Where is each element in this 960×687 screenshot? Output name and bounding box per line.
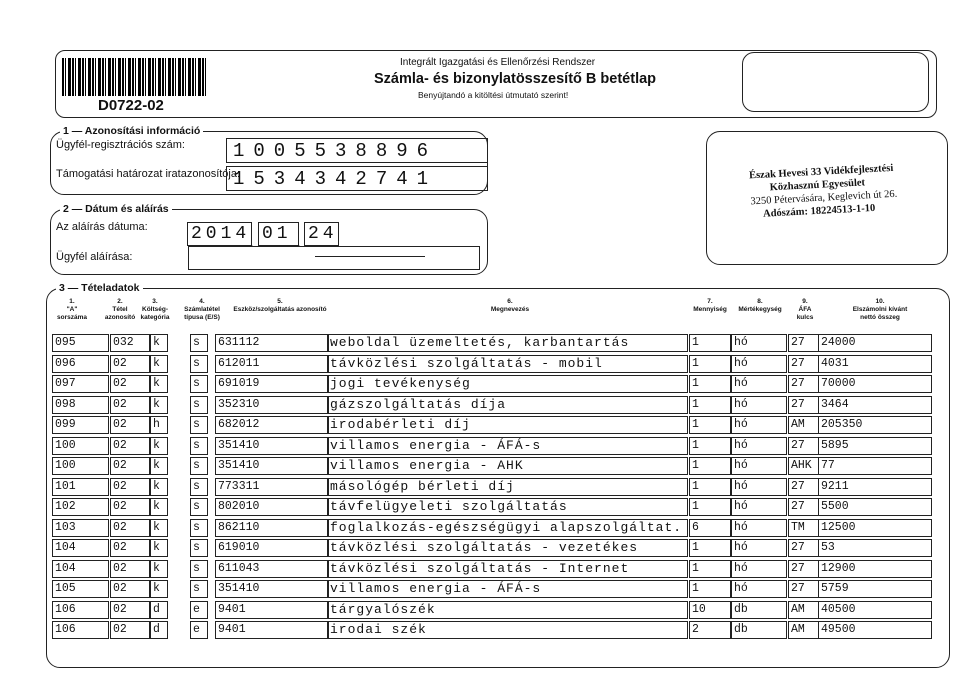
item-type-field[interactable]: s xyxy=(190,355,208,373)
unit-field[interactable]: hó xyxy=(731,355,787,373)
client-id-field[interactable]: 1005538896 xyxy=(226,138,488,163)
description-field[interactable]: irodai szék xyxy=(327,621,688,639)
item-type-field[interactable]: e xyxy=(190,601,208,619)
column-number: 9. xyxy=(802,298,808,305)
row-number-field[interactable]: 105 xyxy=(52,580,109,598)
item-id-field[interactable]: 02 xyxy=(110,519,150,537)
column-header xyxy=(230,298,330,314)
vat-rate-field[interactable]: AHK xyxy=(788,457,819,475)
item-id-field[interactable]: 02 xyxy=(110,416,150,434)
date-separator: . xyxy=(297,234,301,250)
row-number-field[interactable]: 101 xyxy=(52,478,109,496)
vat-rate-field[interactable]: AM xyxy=(788,416,819,434)
registration-box xyxy=(742,52,929,112)
barcode-image xyxy=(62,58,206,96)
vat-rate-field[interactable]: 27 xyxy=(788,375,819,393)
vat-rate-field[interactable]: AM xyxy=(788,601,819,619)
stamp-line: Adószám: 18224513-1-10 xyxy=(762,202,876,220)
item-id-field[interactable]: 02 xyxy=(110,396,150,414)
form-subtitle: Benyújtandó a kitöltési útmutató szerint! xyxy=(418,90,569,100)
unit-field[interactable]: db xyxy=(731,621,787,639)
column-number: 6. xyxy=(507,298,513,305)
table-row xyxy=(0,334,960,353)
unit-field[interactable]: hó xyxy=(731,416,787,434)
cost-category-field[interactable]: k xyxy=(150,457,168,475)
date-month-field[interactable]: 01 xyxy=(258,222,299,246)
vat-rate-field[interactable]: TM xyxy=(788,519,819,537)
net-amount-field[interactable]: 4031 xyxy=(818,355,932,373)
column-number: 8. xyxy=(757,298,763,305)
signature-field[interactable] xyxy=(188,246,480,270)
net-amount-field[interactable]: 9211 xyxy=(818,478,932,496)
row-number-field[interactable]: 099 xyxy=(52,416,109,434)
item-id-field[interactable]: 032 xyxy=(110,334,150,352)
signature-label: Ügyfél aláírása: xyxy=(56,251,133,263)
quantity-field[interactable]: 1 xyxy=(689,437,731,455)
description-field[interactable]: távközlési szolgáltatás - Internet xyxy=(327,560,688,578)
asset-code-field[interactable]: 773311 xyxy=(215,478,329,496)
cost-category-field[interactable]: d xyxy=(150,601,168,619)
quantity-field[interactable]: 1 xyxy=(689,457,731,475)
table-row xyxy=(0,416,960,435)
unit-field[interactable]: hó xyxy=(731,437,787,455)
cost-category-field[interactable]: k xyxy=(150,478,168,496)
row-number-field[interactable]: 096 xyxy=(52,355,109,373)
unit-field[interactable]: hó xyxy=(731,396,787,414)
item-type-field[interactable]: s xyxy=(190,334,208,352)
asset-code-field[interactable]: 611043 xyxy=(215,560,329,578)
column-number: 10. xyxy=(875,298,885,305)
unit-field[interactable]: db xyxy=(731,601,787,619)
description-field[interactable]: villamos energia - AHK xyxy=(327,457,688,475)
description-field[interactable]: gázszolgáltatás díja xyxy=(327,396,688,414)
quantity-field[interactable]: 1 xyxy=(689,539,731,557)
form-title: Számla- és bizonylatösszesítő B betétlap xyxy=(374,71,657,87)
table-row xyxy=(0,601,960,620)
vat-rate-field[interactable]: 27 xyxy=(788,498,819,516)
net-amount-field[interactable]: 49500 xyxy=(818,621,932,639)
stamp-line: 3250 Pétervására, Keglevich út 26. xyxy=(750,188,898,208)
quantity-field[interactable]: 1 xyxy=(689,560,731,578)
cost-category-field[interactable]: d xyxy=(150,621,168,639)
column-header xyxy=(100,298,140,322)
column-label: Megnevezés xyxy=(490,306,530,313)
description-field[interactable]: villamos energia - ÁFÁ-s xyxy=(327,437,688,455)
item-type-field[interactable]: e xyxy=(190,621,208,639)
quantity-field[interactable]: 1 xyxy=(689,375,731,393)
column-number: 3. xyxy=(152,298,158,305)
column-label: Eszköz/szolgáltatás azonosító xyxy=(233,306,327,313)
item-id-field[interactable]: 02 xyxy=(110,539,150,557)
asset-code-field[interactable]: 619010 xyxy=(215,539,329,557)
quantity-field[interactable]: 1 xyxy=(689,478,731,496)
cost-category-field[interactable]: k xyxy=(150,334,168,352)
stamp-line: Észak Hevesi 33 Vidékfejlesztési xyxy=(748,162,894,182)
description-field[interactable]: távközlési szolgáltatás - mobil xyxy=(327,355,688,373)
agency-name: Integrált Igazgatási és Ellenőrzési Rendszer xyxy=(400,57,596,68)
column-header xyxy=(137,298,173,322)
row-number-field[interactable]: 102 xyxy=(52,498,109,516)
table-row xyxy=(0,437,960,456)
cost-category-field[interactable]: k xyxy=(150,498,168,516)
net-amount-field[interactable]: 24000 xyxy=(818,334,932,352)
item-type-field[interactable]: s xyxy=(190,560,208,578)
cost-category-field[interactable]: k xyxy=(150,580,168,598)
item-type-field[interactable]: s xyxy=(190,539,208,557)
section3-title: 3 — Tételadatok xyxy=(56,282,143,294)
unit-field[interactable]: hó xyxy=(731,580,787,598)
vat-rate-field[interactable]: 27 xyxy=(788,580,819,598)
row-number-field[interactable]: 097 xyxy=(52,375,109,393)
vat-rate-field[interactable]: 27 xyxy=(788,396,819,414)
item-id-field[interactable]: 02 xyxy=(110,560,150,578)
table-row xyxy=(0,355,960,374)
item-id-field[interactable]: 02 xyxy=(110,601,150,619)
description-field[interactable]: weboldal üzemeltetés, karbantartás xyxy=(327,334,688,352)
column-label: Mértékegység xyxy=(738,306,782,313)
quantity-field[interactable]: 10 xyxy=(689,601,731,619)
net-amount-field[interactable]: 205350 xyxy=(818,416,932,434)
net-amount-field[interactable]: 12500 xyxy=(818,519,932,537)
cost-category-field[interactable]: k xyxy=(150,539,168,557)
date-day-field[interactable]: 24 xyxy=(304,222,339,246)
column-number: 4. xyxy=(199,298,205,305)
column-header xyxy=(785,298,825,322)
asset-code-field[interactable]: 351410 xyxy=(215,580,329,598)
signature-stroke xyxy=(315,256,425,257)
net-amount-field[interactable]: 5759 xyxy=(818,580,932,598)
net-amount-field[interactable]: 3464 xyxy=(818,396,932,414)
item-type-field[interactable]: s xyxy=(190,437,208,455)
item-id-field[interactable]: 02 xyxy=(110,498,150,516)
net-amount-field[interactable]: 12900 xyxy=(818,560,932,578)
client-id-label: Ügyfél-regisztrációs szám: xyxy=(56,139,185,151)
asset-code-field[interactable]: 691019 xyxy=(215,375,329,393)
description-field[interactable]: másológép bérleti díj xyxy=(327,478,688,496)
column-label: Költség- kategória xyxy=(140,306,170,321)
net-amount-field[interactable]: 5500 xyxy=(818,498,932,516)
description-field[interactable]: távfelügyeleti szolgáltatás xyxy=(327,498,688,516)
quantity-field[interactable]: 1 xyxy=(689,396,731,414)
description-field[interactable]: távközlési szolgáltatás - vezetékes xyxy=(327,539,688,557)
table-row xyxy=(0,457,960,476)
asset-code-field[interactable]: 351410 xyxy=(215,437,329,455)
unit-field[interactable]: hó xyxy=(731,334,787,352)
table-row xyxy=(0,375,960,394)
vat-rate-field[interactable]: 27 xyxy=(788,478,819,496)
net-amount-field[interactable]: 40500 xyxy=(818,601,932,619)
net-amount-field[interactable]: 70000 xyxy=(818,375,932,393)
vat-rate-field[interactable]: AM xyxy=(788,621,819,639)
item-type-field[interactable]: s xyxy=(190,498,208,516)
asset-code-field[interactable]: 9401 xyxy=(215,601,329,619)
asset-code-field[interactable]: 682012 xyxy=(215,416,329,434)
unit-field[interactable]: hó xyxy=(731,560,787,578)
item-type-field[interactable]: s xyxy=(190,375,208,393)
cost-category-field[interactable]: h xyxy=(150,416,168,434)
row-number-field[interactable]: 095 xyxy=(52,334,109,352)
cost-category-field[interactable]: k xyxy=(150,437,168,455)
asset-code-field[interactable]: 631112 xyxy=(215,334,329,352)
table-row xyxy=(0,396,960,415)
item-type-field[interactable]: s xyxy=(190,580,208,598)
quantity-field[interactable]: 1 xyxy=(689,416,731,434)
stamp-line: Közhasznú Egyesület xyxy=(769,177,866,194)
item-id-field[interactable]: 02 xyxy=(110,621,150,639)
table-row xyxy=(0,560,960,579)
net-amount-field[interactable]: 5895 xyxy=(818,437,932,455)
item-id-field[interactable]: 02 xyxy=(110,580,150,598)
decision-id-label: Támogatási határozat iratazonosítója: xyxy=(56,168,241,180)
row-number-field[interactable]: 106 xyxy=(52,621,109,639)
organization-stamp xyxy=(749,161,919,222)
date-separator: . xyxy=(250,234,254,250)
table-row xyxy=(0,580,960,599)
net-amount-field[interactable]: 53 xyxy=(818,539,932,557)
column-number: 1. xyxy=(69,298,75,305)
vat-rate-field[interactable]: 27 xyxy=(788,539,819,557)
quantity-field[interactable]: 1 xyxy=(689,580,731,598)
date-label: Az aláírás dátuma: xyxy=(56,221,148,233)
quantity-field[interactable]: 1 xyxy=(689,498,731,516)
description-field[interactable]: irodabérleti díj xyxy=(327,416,688,434)
column-header xyxy=(688,298,732,314)
asset-code-field[interactable]: 862110 xyxy=(215,519,329,537)
table-row xyxy=(0,498,960,517)
vat-rate-field[interactable]: 27 xyxy=(788,437,819,455)
column-number: 7. xyxy=(707,298,713,305)
column-header xyxy=(845,298,915,322)
vat-rate-field[interactable]: 27 xyxy=(788,560,819,578)
asset-code-field[interactable]: 802010 xyxy=(215,498,329,516)
item-type-field[interactable]: s xyxy=(190,519,208,537)
column-label: Tétel azonosító xyxy=(104,306,136,321)
unit-field[interactable]: hó xyxy=(731,457,787,475)
column-header xyxy=(470,298,550,314)
item-id-field[interactable]: 02 xyxy=(110,457,150,475)
item-id-field[interactable]: 02 xyxy=(110,478,150,496)
net-amount-field[interactable]: 77 xyxy=(818,457,932,475)
column-header xyxy=(738,298,782,314)
item-type-field[interactable]: s xyxy=(190,457,208,475)
section2-title: 2 — Dátum és aláírás xyxy=(60,203,172,215)
cost-category-field[interactable]: k xyxy=(150,375,168,393)
row-number-field[interactable]: 106 xyxy=(52,601,109,619)
table-row xyxy=(0,539,960,558)
asset-code-field[interactable]: 352310 xyxy=(215,396,329,414)
column-label: Elszámolni kívánt nettó összeg xyxy=(852,306,908,321)
item-id-field[interactable]: 02 xyxy=(110,437,150,455)
item-id-field[interactable]: 02 xyxy=(110,355,150,373)
form-code: D0722-02 xyxy=(98,97,164,114)
section1-title: 1 — Azonosítási információ xyxy=(60,125,203,137)
description-field[interactable]: tárgyalószék xyxy=(327,601,688,619)
date-year-field[interactable]: 2014 xyxy=(187,222,252,246)
item-type-field[interactable]: s xyxy=(190,416,208,434)
description-field[interactable]: villamos energia - ÁFÁ-s xyxy=(327,580,688,598)
unit-field[interactable]: hó xyxy=(731,519,787,537)
column-header xyxy=(182,298,222,322)
unit-field[interactable]: hó xyxy=(731,375,787,393)
asset-code-field[interactable]: 9401 xyxy=(215,621,329,639)
item-type-field[interactable]: s xyxy=(190,478,208,496)
item-type-field[interactable]: s xyxy=(190,396,208,414)
quantity-field[interactable]: 1 xyxy=(689,334,731,352)
table-row xyxy=(0,478,960,497)
unit-field[interactable]: hó xyxy=(731,478,787,496)
quantity-field[interactable]: 2 xyxy=(689,621,731,639)
row-number-field[interactable]: 103 xyxy=(52,519,109,537)
column-label: Mennyiség xyxy=(693,306,727,313)
description-field[interactable]: jogi tevékenység xyxy=(327,375,688,393)
quantity-field[interactable]: 1 xyxy=(689,355,731,373)
unit-field[interactable]: hó xyxy=(731,539,787,557)
column-label: Számlatétel típusa (E/S) xyxy=(184,306,220,321)
cost-category-field[interactable]: k xyxy=(150,519,168,537)
column-label: "A" sorszáma xyxy=(57,306,87,321)
row-number-field[interactable]: 100 xyxy=(52,437,109,455)
vat-rate-field[interactable]: 27 xyxy=(788,355,819,373)
row-number-field[interactable]: 104 xyxy=(52,560,109,578)
row-number-field[interactable]: 104 xyxy=(52,539,109,557)
table-row xyxy=(0,621,960,640)
asset-code-field[interactable]: 351410 xyxy=(215,457,329,475)
cost-category-field[interactable]: k xyxy=(150,355,168,373)
description-field[interactable]: foglalkozás-egészségügyi alapszolgáltat. xyxy=(327,519,688,537)
vat-rate-field[interactable]: 27 xyxy=(788,334,819,352)
column-number: 5. xyxy=(277,298,283,305)
column-number: 2. xyxy=(117,298,123,305)
column-label: ÁFA kulcs xyxy=(796,306,814,321)
cost-category-field[interactable]: k xyxy=(150,560,168,578)
quantity-field[interactable]: 6 xyxy=(689,519,731,537)
table-row xyxy=(0,519,960,538)
asset-code-field[interactable]: 612011 xyxy=(215,355,329,373)
row-number-field[interactable]: 098 xyxy=(52,396,109,414)
row-number-field[interactable]: 100 xyxy=(52,457,109,475)
item-id-field[interactable]: 02 xyxy=(110,375,150,393)
unit-field[interactable]: hó xyxy=(731,498,787,516)
column-header xyxy=(52,298,92,322)
decision-id-field[interactable]: 1534342741 xyxy=(226,166,488,191)
cost-category-field[interactable]: k xyxy=(150,396,168,414)
